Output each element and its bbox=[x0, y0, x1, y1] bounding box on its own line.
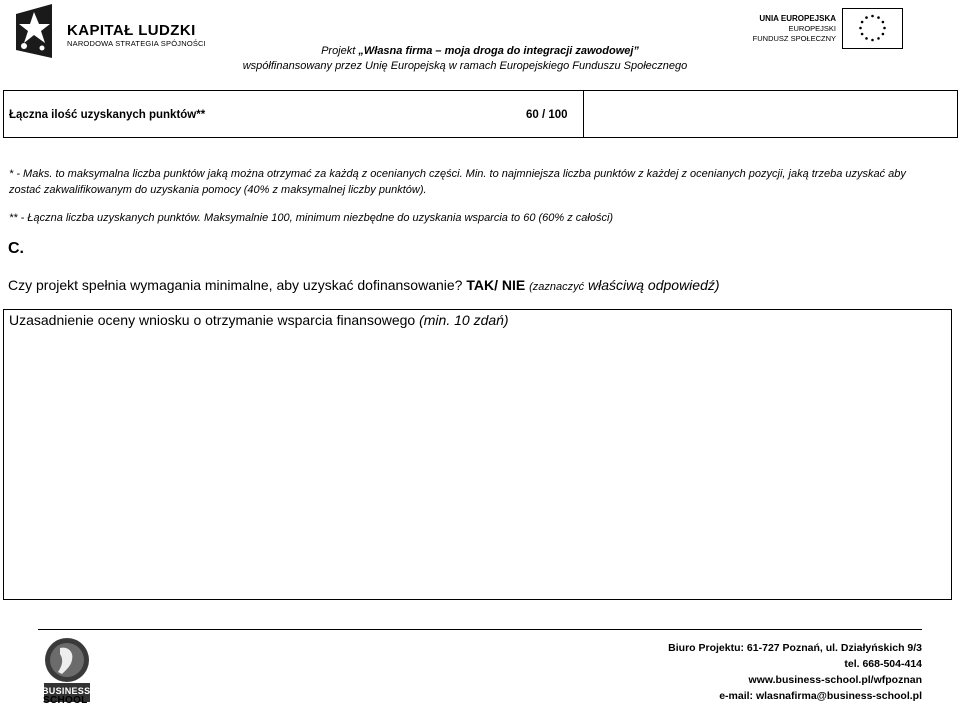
footer-website[interactable]: www.business-school.pl/wfpoznan bbox=[748, 674, 922, 686]
total-points-value: 60 / 100 bbox=[526, 109, 568, 121]
eu-line-3: FUNDUSZ SPOŁECZNY bbox=[752, 34, 836, 43]
minimum-requirements-question bbox=[8, 277, 720, 293]
eu-line-2: EUROPEJSKI bbox=[788, 24, 836, 33]
justification-label-text: Uzasadnienie oceny wniosku o otrzymanie wsparcia finansowego bbox=[9, 312, 420, 328]
justification-textbox[interactable] bbox=[3, 309, 952, 600]
business-school-logo-line-2: SCHOOL bbox=[43, 695, 88, 706]
eu-line-1: UNIA EUROPEJSKA bbox=[759, 14, 836, 23]
instruction-small: (zaznaczyć bbox=[529, 281, 585, 293]
project-name: „Własna firma – moja droga do integracji zawodowej” bbox=[358, 45, 639, 57]
project-title bbox=[0, 45, 960, 57]
justification-label bbox=[9, 312, 509, 328]
instruction-italic: właściwą odpowiedź) bbox=[588, 277, 720, 293]
yes-no-answer[interactable]: TAK/ NIE bbox=[466, 277, 526, 293]
section-c-heading: C. bbox=[8, 240, 24, 257]
total-points-label: Łączna ilość uzyskanych punktów** bbox=[9, 109, 206, 121]
score-table-divider bbox=[583, 90, 584, 138]
footnote-max-min: * - Maks. to maksymalna liczba punktów jaką można otrzymać za każdą z ocenianych części. Min. to najmniejsza liczba punktów z każdej z ocenianych pozycji, jaką trzeba uzyskać aby zostać zakwalifikowanym do uzyskania pomocy (40% z maksymalnej liczby punktów). bbox=[9, 168, 906, 196]
footer-divider bbox=[38, 629, 922, 630]
eu-flag-icon bbox=[842, 8, 903, 49]
justification-hint: (min. 10 zdań) bbox=[419, 312, 509, 328]
business-school-logo-line-1: BUSINESS bbox=[42, 686, 91, 696]
cofinancing-line: współfinansowany przez Unię Europejską w ramach Europejskiego Funduszu Społecznego bbox=[242, 60, 688, 72]
footer-address: Biuro Projektu: 61-727 Poznań, ul. Działyńskich 9/3 bbox=[668, 642, 922, 654]
footnote-total: ** - Łączna liczba uzyskanych punktów. Maksymalnie 100, minimum niezbędne do uzyskania wsparcia to 60 (60% z całości) bbox=[9, 212, 614, 224]
footer-email[interactable]: e-mail: wlasnafirma@business-school.pl bbox=[719, 690, 922, 702]
eu-text-block bbox=[740, 14, 836, 44]
project-prefix: Projekt bbox=[321, 45, 356, 57]
footer-phone: tel. 668-504-414 bbox=[844, 658, 922, 670]
question-text: Czy projekt spełnia wymagania minimalne, aby uzyskać dofinansowanie? bbox=[8, 277, 467, 293]
kapital-ludzki-title: KAPITAŁ LUDZKI bbox=[67, 22, 196, 39]
kapital-ludzki-subtitle: NARODOWA STRATEGIA SPÓJNOŚCI bbox=[67, 39, 206, 48]
footer-contact-block bbox=[600, 640, 922, 704]
